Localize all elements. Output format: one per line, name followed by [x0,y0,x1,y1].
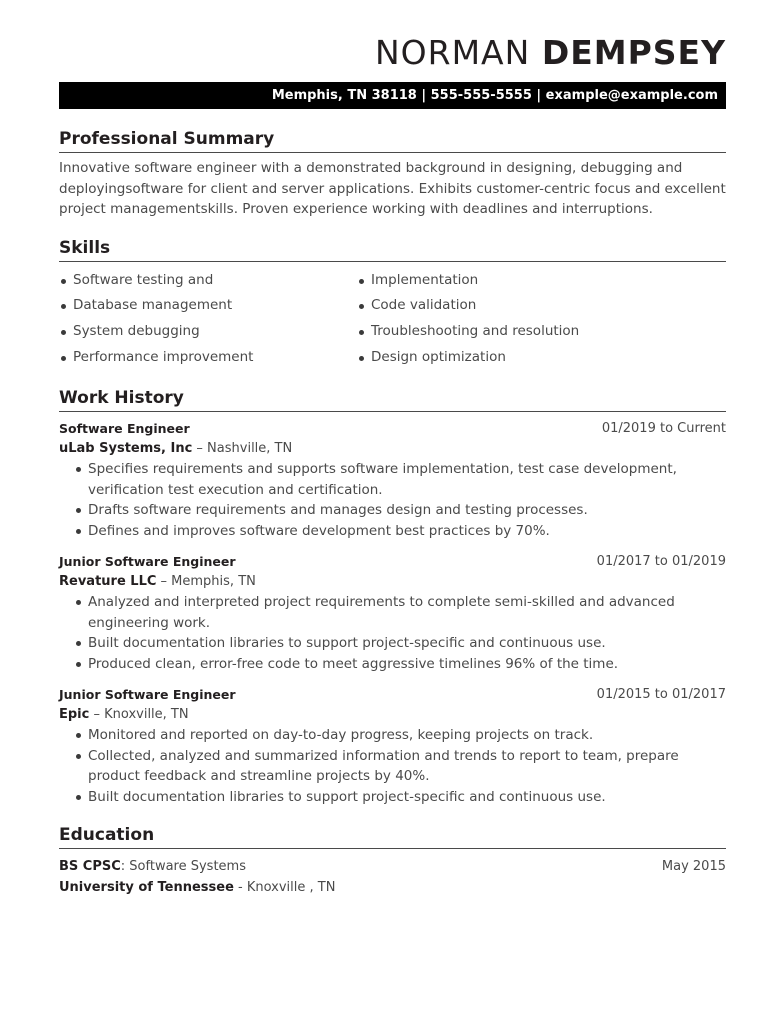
company-location: – Memphis, TN [156,574,256,590]
bullet-icon [76,600,81,605]
education-date: May 2015 [661,859,726,875]
skill-item [59,293,357,319]
job-bullets [59,725,726,807]
bullet-icon [76,529,81,534]
work-history-section [59,387,726,807]
skill-item [357,319,655,345]
bullet-icon [359,279,364,284]
education-heading: Education [59,824,726,849]
bullet-text: Analyzed and interpreted project requirements to complete semi-skilled and advanced engineering work. [88,594,675,631]
skill-label: Database management [73,297,233,314]
summary-heading: Professional Summary [59,128,726,153]
job-dates: 01/2015 to 01/2017 [596,687,726,703]
company-line [59,439,726,459]
last-name: DEMPSEY [541,33,726,72]
skill-item [357,268,655,294]
job-bullets [59,459,726,541]
first-name: NORMAN [375,33,531,72]
job-entry [59,685,726,807]
skill-label: Performance improvement [73,348,254,365]
education-section [59,824,726,898]
company-name: Epic [59,707,90,723]
resume-page [59,0,726,898]
list-item [59,654,726,675]
bullet-icon [76,754,81,759]
company-location: – Knoxville, TN [89,707,189,723]
skill-label: Software testing and [73,271,214,288]
skill-item [59,268,357,294]
job-title: Junior Software Engineer [59,554,236,570]
company-line [59,572,726,592]
list-item [59,500,726,521]
skill-label: Design optimization [371,348,506,365]
school-name: University of Tennessee [59,880,234,896]
bullet-text: Collected, analyzed and summarized information and trends to report to team, prepare product feedback and streamline projects by 40%. [88,747,679,785]
school-location: - Knoxville , TN [233,880,336,896]
company-line [59,705,726,725]
bullet-icon [61,279,66,284]
job-dates: 01/2017 to 01/2019 [596,554,726,570]
degree-line [59,856,246,877]
skill-label: System debugging [73,322,200,339]
bullet-text: Specifies requirements and supports software implementation, test case development, verification test execution and certification. [88,461,677,498]
summary-section [59,128,726,220]
skill-label: Troubleshooting and resolution [371,322,580,339]
skill-item [59,319,357,345]
skill-label: Code validation [371,297,477,314]
company-name: Revature LLC [59,574,157,590]
job-entry [59,419,726,541]
job-bullets [59,592,726,674]
skill-item [357,345,655,371]
bullet-text: Produced clean, error-free code to meet aggressive timelines 96% of the time. [88,655,619,672]
bullet-icon [61,330,66,335]
list-item [59,746,726,787]
list-item [59,459,726,500]
skill-label: Implementation [371,271,479,288]
list-item [59,521,726,542]
skill-item [357,293,655,319]
summary-text: Innovative software engineer with a demonstrated background in designing, debugging and deployingsoftware for client and server applications. Exhibits customer-centric focus and excellent project managementskills. Proven experience working with deadlines and interruptions. [59,160,726,217]
bullet-icon [359,356,364,361]
job-entry [59,552,726,674]
job-title: Junior Software Engineer [59,687,236,703]
bullet-icon [61,356,66,361]
company-name: uLab Systems, Inc [59,441,193,457]
bullet-icon [76,467,81,472]
skills-heading: Skills [59,237,726,262]
skills-list [59,268,726,371]
bullet-text: Drafts software requirements and manages design and testing processes. [88,502,588,519]
skills-section [59,237,726,371]
list-item [59,633,726,654]
bullet-icon [76,795,81,800]
education-entry [59,856,726,898]
bullet-icon [76,641,81,646]
bullet-text: Defines and improves software development best practices by 70%. [88,522,550,539]
bullet-icon [76,508,81,513]
bullet-text: Built documentation libraries to support project-specific and continuous use. [88,635,606,652]
skill-item [59,345,357,371]
bullet-icon [76,733,81,738]
company-location: – Nashville, TN [192,441,293,457]
candidate-name [59,33,726,73]
school-line [59,877,335,898]
list-item [59,725,726,746]
bullet-icon [359,304,364,309]
degree-name: BS CPSC [59,859,121,875]
bullet-text: Monitored and reported on day-to-day progress, keeping projects on track. [88,727,594,744]
contact-bar: Memphis, TN 38118 | 555-555-5555 | example@example.com [59,82,726,109]
bullet-icon [76,662,81,667]
degree-field: : Software Systems [120,859,246,875]
list-item [59,787,726,808]
list-item [59,592,726,633]
job-dates: 01/2019 to Current [601,421,726,437]
bullet-text: Built documentation libraries to support project-specific and continuous use. [88,788,606,805]
bullet-icon [359,330,364,335]
work-history-heading: Work History [59,387,726,412]
bullet-icon [61,304,66,309]
job-title: Software Engineer [59,421,190,437]
